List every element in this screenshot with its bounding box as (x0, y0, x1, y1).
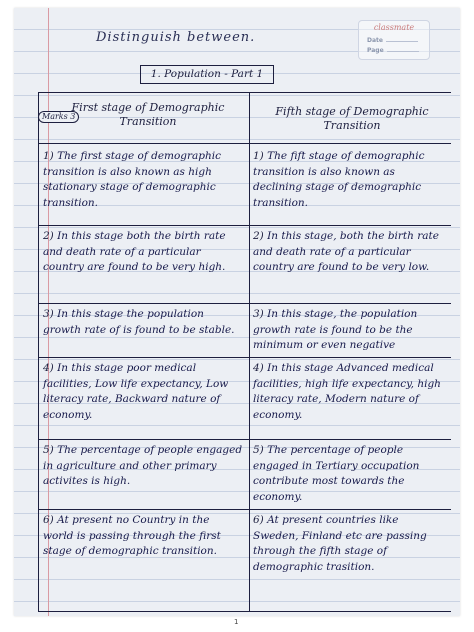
table-row-4-left (43, 361, 243, 423)
row-5-right-number: 5) (253, 444, 264, 456)
row-2-right-text: In this stage, both the birth rate and death rate of a particular country are found to be very low. (253, 230, 439, 273)
row-divider (39, 357, 451, 358)
page-label: Page (367, 47, 384, 54)
row-3-right-number: 3) (253, 308, 264, 320)
row-divider (39, 439, 451, 440)
notebook-logo-box (358, 20, 430, 60)
page-title: Distinguish between. (96, 30, 256, 45)
row-1-left-number: 1) (43, 150, 54, 162)
row-6-right-text: At present countries like Sweden, Finland etc are passing through the fifth stage of demographic trasition. (253, 514, 427, 573)
row-4-right-number: 4) (253, 362, 264, 374)
table-row-4-right (253, 361, 447, 423)
column-divider (249, 93, 250, 611)
date-label: Date (367, 37, 383, 44)
column-header-right: Fifth stage of Demographic Transition (275, 105, 429, 132)
row-1-left-text: The first stage of demographic transition is also known as high stationary stage of demographic transition. (43, 150, 222, 209)
row-1-right-number: 1) (253, 150, 264, 162)
row-6-right-number: 6) (253, 514, 264, 526)
row-5-left-number: 5) (43, 444, 54, 456)
row-4-right-text: In this stage Advanced medical facilities, high life expectancy, high literacy rate, Modern nature of economy. (253, 362, 441, 421)
row-divider (39, 225, 451, 226)
row-divider (39, 303, 451, 304)
row-5-right-text: The percentage of people engaged in Tertiary occupation contribute most towards the economy. (253, 444, 420, 503)
table-row-1-left (43, 149, 243, 211)
row-divider (39, 509, 451, 510)
row-6-left-text: At present no Country in the world is passing through the first stage of demographic transition. (43, 514, 221, 557)
table-row-6-left (43, 513, 243, 560)
row-2-right-number: 2) (253, 230, 264, 242)
table-row-2-left (43, 229, 243, 276)
row-2-left-text: In this stage both the birth rate and death rate of a particular country are found to be very high. (43, 230, 226, 273)
brand-logo: classmate (373, 23, 415, 32)
table-row-3-right (253, 307, 447, 354)
table-row-5-left (43, 443, 243, 490)
page-number: 1 (234, 618, 239, 626)
notebook-page (14, 8, 460, 616)
date-field (367, 37, 418, 44)
row-3-left-number: 3) (43, 308, 54, 320)
header-rule (39, 143, 451, 144)
row-1-right-text: The fift stage of demographic transition is also known as declining stage of demographic transition. (253, 150, 425, 209)
column-header-left: First stage of Demographic Transition (71, 101, 225, 128)
row-3-right-text: In this stage, the population growth rate is found to be the minimum or even negative (253, 308, 418, 351)
row-5-left-text: The percentage of people engaged in agriculture and other primary activites is high. (43, 444, 243, 487)
row-3-left-text: In this stage the population growth rate of is found to be stable. (43, 308, 235, 336)
table-row-5-right (253, 443, 447, 505)
row-4-left-text: In this stage poor medical facilities, Low life expectancy, Low literacy rate, Backward nature of economy. (43, 362, 229, 421)
section-subtitle: 1. Population - Part 1 (140, 65, 274, 84)
table-row-3-left (43, 307, 243, 338)
table-row-2-right (253, 229, 447, 276)
table-row-1-right (253, 149, 447, 211)
comparison-table (38, 92, 451, 612)
marks-tag: Marks 3 (38, 111, 79, 123)
row-6-left-number: 6) (43, 514, 54, 526)
table-row-6-right (253, 513, 447, 575)
page-field (367, 47, 419, 54)
row-2-left-number: 2) (43, 230, 54, 242)
row-4-left-number: 4) (43, 362, 54, 374)
